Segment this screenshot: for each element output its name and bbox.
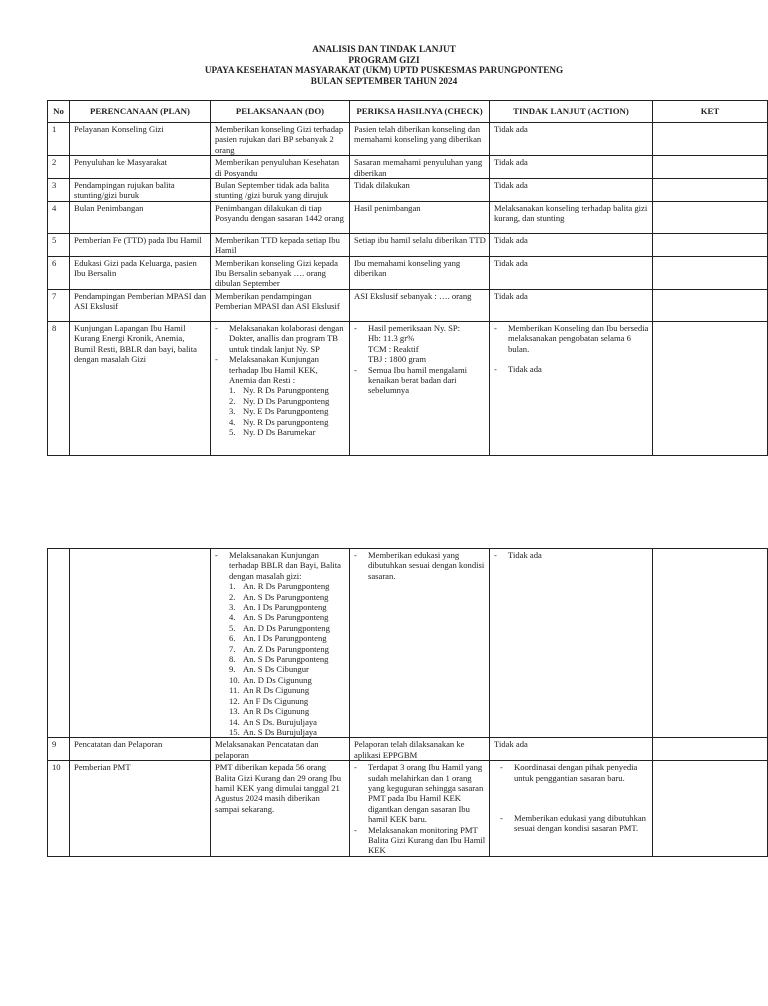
cell-do: Memberikan TTD kepada setiap Ibu Hamil: [211, 233, 350, 256]
cell-plan: Pencatatan dan Pelaporan: [70, 738, 211, 761]
do-item-text: Melaksanakan kolaborasi dengan Dokter, anallis dan program TB untuk tindak lanjut Ny. SP: [229, 322, 344, 354]
list-item: [215, 354, 346, 385]
table-row: [48, 761, 768, 857]
list-item-text: Ny. E Ds Parungponteng: [243, 406, 329, 417]
list-item: [215, 623, 346, 633]
visit-list: [215, 581, 346, 737]
cell-no: 3: [48, 179, 70, 202]
cell-no: 9: [48, 738, 70, 761]
list-item: [215, 654, 346, 664]
action-item-text: Memberikan edukasi yang dibutuhkan sesuai dengan kondisi sasaran PMT.: [514, 812, 646, 834]
list-item: [215, 385, 346, 395]
table-row: [48, 289, 768, 321]
cell-check: Pelaporan telah dilaksanakan ke aplikasi EPPGBM: [350, 738, 490, 761]
list-item: [494, 813, 649, 834]
cell-plan: Bulan Penimbangan: [70, 201, 211, 233]
table-row: [48, 201, 768, 233]
list-item: [215, 612, 346, 622]
list-item: [215, 685, 346, 695]
cell-ket: [653, 201, 768, 233]
table-row: [48, 549, 768, 738]
cell-do: [211, 549, 350, 738]
list-number: 6.: [229, 633, 236, 644]
col-header-plan: PERENCANAAN (PLAN): [70, 101, 211, 123]
check-item-text: Terdapat 3 orang Ibu Hamil yang sudah melahirkan dan 1 orang yang keguguran sehingga sasaran PMT pada Ibu Hamil KEK digantkan dengan sasaran Ibu hamil KEK baru.: [368, 762, 484, 825]
list-item: [215, 664, 346, 674]
analysis-table-continued: [47, 548, 768, 857]
list-item: [215, 427, 346, 437]
check-item-text: [368, 323, 460, 365]
col-header-check: PERIKSA HASILNYA (CHECK): [350, 101, 490, 123]
cell-action: Tidak ada: [490, 738, 653, 761]
bullet-dash: -: [494, 364, 497, 375]
list-item: [215, 644, 346, 654]
cell-plan: Pendampingan Pemberian MPASI dan ASI Ekslusif: [70, 289, 211, 321]
list-item-text: An. S Ds Parungponteng: [243, 612, 329, 623]
cell-check: [350, 549, 490, 738]
cell-ket: [653, 321, 768, 455]
cell-ket: [653, 549, 768, 738]
list-number: 14.: [229, 716, 240, 727]
bullet-dash: -: [354, 322, 357, 333]
list-item-text: Ny. R Ds Parungponteng: [243, 385, 329, 396]
header-program: PROGRAM GIZI: [348, 54, 420, 65]
list-item-text: An. I Ds Parungponteng: [243, 633, 327, 644]
cell-check: [350, 761, 490, 857]
visit-list: [215, 385, 346, 437]
list-item: [354, 323, 486, 365]
exam-result-tcm: TCM : Reaktif: [368, 343, 419, 354]
cell-action: Tidak ada: [490, 289, 653, 321]
cell-do: [211, 321, 350, 455]
cell-action: Tidak ada: [490, 179, 653, 202]
list-item-text: An. S Ds Parungponteng: [243, 591, 329, 602]
cell-do: PMT diberikan kepada 56 orang Balita Gizi Kurang dan 29 orang Ibu hamil KEK yang dimulai tanggal 21 Agustus 2024 masih diberikan sampai sekarang.: [211, 761, 350, 857]
cell-check: Sasaran memahami penyuluhan yang diberikan: [350, 156, 490, 179]
list-item: [354, 762, 486, 824]
list-number: 11.: [229, 685, 240, 696]
table-row: [48, 256, 768, 289]
cell-no: 8: [48, 321, 70, 455]
cell-do: Memberikan konseling Gizi terhadap pasien rujukan dari BP sebanyak 2 orang: [211, 123, 350, 156]
list-number: 5.: [229, 622, 236, 633]
list-item-text: An. S Ds Parungponteng: [243, 654, 329, 665]
list-item-text: An. S Ds Cibungur: [243, 664, 309, 675]
cell-ket: [653, 156, 768, 179]
bullet-dash: -: [354, 762, 357, 773]
do-item-text: Melaksanakan Kunjungan terhadap BBLR dan Bayi, Balita dengan masalah gizi:: [229, 550, 341, 581]
list-item-text: An. S Ds Burujuljaya: [243, 726, 317, 737]
do-item-text: Melaksanakan Kunjungan terhadap Ibu Hamil KEK, Anemia dan Resti :: [229, 354, 319, 385]
table-row: [48, 321, 768, 455]
cell-plan: Pendampingan rujukan balita stunting/gizi buruk: [70, 179, 211, 202]
list-item-text: An. D Ds Cigunung: [243, 674, 312, 685]
cell-plan: Penyuluhan ke Masyarakat: [70, 156, 211, 179]
col-header-do: PELAKSANAAN (DO): [211, 101, 350, 123]
list-item: [215, 602, 346, 612]
cell-no: 7: [48, 289, 70, 321]
action-item-text: Tidak ada: [508, 550, 542, 560]
exam-result-tbj: TBJ : 1800 gram: [368, 354, 427, 365]
col-header-ket: KET: [653, 101, 768, 123]
bullet-dash: -: [354, 550, 357, 560]
list-item: [215, 323, 346, 354]
list-item-text: Ny. D Ds Parungponteng: [243, 395, 330, 406]
list-number: 2.: [229, 591, 236, 602]
table-row: [48, 156, 768, 179]
list-number: 7.: [229, 643, 236, 654]
cell-check: Hasil penimbangan: [350, 201, 490, 233]
cell-ket: [653, 256, 768, 289]
list-number: 4.: [229, 416, 236, 427]
list-item: [494, 762, 649, 783]
cell-no: 10: [48, 761, 70, 857]
check-item-text: Semua Ibu hamil mengalami kenaikan berat badan dari sebelumnya: [368, 364, 468, 396]
cell-plan: Pelayanan Konseling Gizi: [70, 123, 211, 156]
list-item: [215, 396, 346, 406]
cell-no: 6: [48, 256, 70, 289]
cell-no: 2: [48, 156, 70, 179]
table-row: [48, 738, 768, 761]
cell-action: [490, 321, 653, 455]
list-item-text: An. I Ds Parungponteng: [243, 602, 327, 613]
cell-ket: [653, 179, 768, 202]
cell-check: ASI Ekslusif sebanyak : …. orang: [350, 289, 490, 321]
list-item: [215, 696, 346, 706]
list-item-text: An F Ds Cigunung: [243, 695, 309, 706]
exam-result-hb: Hb: 11.3 gr%: [368, 333, 415, 344]
list-item: [215, 581, 346, 591]
action-item-text: Tidak ada: [508, 364, 542, 375]
list-item: [215, 550, 346, 581]
list-item: [494, 550, 649, 560]
cell-ket: [653, 761, 768, 857]
list-item-text: An. R Ds Parungponteng: [243, 581, 330, 592]
action-item-text: Memberikan Konseling dan Ibu bersedia melaksanakan pengobatan selama 6 bulan.: [508, 322, 649, 354]
cell-check: Setiap ibu hamil selalu diberikan TTD: [350, 233, 490, 256]
list-item-text: An. D Ds Parungponteng: [243, 622, 330, 633]
cell-do: Bulan September tidak ada balita stunting /gizi buruk yang dirujuk: [211, 179, 350, 202]
header-institution: UPAYA KESEHATAN MASYARAKAT (UKM) UPTD PUSKESMAS PARUNGPONTENG: [204, 65, 564, 76]
list-number: 3.: [229, 602, 236, 613]
bullet-dash: -: [494, 550, 497, 560]
cell-check: Tidak dilakukan: [350, 179, 490, 202]
list-number: 5.: [229, 426, 236, 437]
table-row: [48, 233, 768, 256]
list-item: [215, 592, 346, 602]
cell-plan: Pemberian PMT: [70, 761, 211, 857]
list-number: 9.: [229, 664, 236, 675]
cell-check: Ibu memahami konseling yang diberikan: [350, 256, 490, 289]
list-number: 1.: [229, 385, 236, 396]
table-row: [48, 179, 768, 202]
list-number: 2.: [229, 395, 236, 406]
list-item: [494, 323, 649, 354]
list-item-text: An R Ds Cigunung: [243, 685, 310, 696]
check-item-text: Melaksanakan monitoring PMT Balita Gizi Kurang dan Ibu Hamil KEK: [368, 824, 486, 856]
cell-do: Melaksanakan Pencatatan dan pelaporan: [211, 738, 350, 761]
list-item: [215, 727, 346, 737]
cell-action: Melaksanakan konseling terhadap balita gizi kurang, dan stunting: [490, 201, 653, 233]
bullet-dash: -: [500, 762, 503, 773]
cell-no: 4: [48, 201, 70, 233]
action-item-text: Koordinasai dengan pihak penyedia untuk penggantian sasaran baru.: [514, 762, 638, 783]
list-item-text: An R Ds Cigunung: [243, 706, 310, 717]
cell-plan: Pemberian Fe (TTD) pada Ibu Hamil: [70, 233, 211, 256]
cell-ket: [653, 123, 768, 156]
table-header-row: [48, 101, 768, 123]
cell-plan: [70, 549, 211, 738]
bullet-dash: -: [215, 354, 218, 365]
exam-result-title: Hasil pemeriksaan Ny. SP:: [368, 322, 461, 333]
list-item-text: Ny. D Ds Barumekar: [243, 426, 316, 437]
bullet-dash: -: [354, 824, 357, 835]
bullet-dash: -: [215, 322, 218, 333]
cell-no: [48, 549, 70, 738]
header-period: BULAN SEPTEMBER TAHUN 2024: [310, 75, 458, 86]
bullet-dash: -: [500, 812, 503, 823]
document-header: [0, 44, 768, 86]
cell-do: Penimbangan dilakukan di tiap Posyandu dengan sasaran 1442 orang: [211, 201, 350, 233]
list-number: 8.: [229, 654, 236, 665]
list-item: [354, 825, 486, 856]
list-number: 13.: [229, 706, 240, 717]
cell-action: Tidak ada: [490, 156, 653, 179]
bullet-dash: -: [354, 364, 357, 375]
list-item: [354, 550, 486, 581]
cell-ket: [653, 738, 768, 761]
cell-ket: [653, 289, 768, 321]
list-item: [354, 365, 486, 396]
cell-action: [490, 549, 653, 738]
list-item: [215, 717, 346, 727]
list-number: 12.: [229, 695, 240, 706]
cell-ket: [653, 233, 768, 256]
bullet-dash: -: [494, 322, 497, 333]
cell-action: Tidak ada: [490, 123, 653, 156]
cell-do: Memberikan konseling Gizi kepada Ibu Bersalin sebanyak …. orang dibulan September: [211, 256, 350, 289]
col-header-action: TINDAK LANJUT (ACTION): [490, 101, 653, 123]
cell-action: Tidak ada: [490, 233, 653, 256]
list-number: 3.: [229, 406, 236, 417]
cell-do: Memberikan pendampingan Pemberian MPASI dan ASI Ekslusif: [211, 289, 350, 321]
col-header-no: No: [48, 101, 70, 123]
table-row: [48, 123, 768, 156]
list-item: [215, 675, 346, 685]
cell-check: [350, 321, 490, 455]
cell-action: Tidak ada: [490, 256, 653, 289]
cell-no: 1: [48, 123, 70, 156]
cell-action: [490, 761, 653, 857]
analysis-table: [47, 100, 768, 456]
list-number: 1.: [229, 581, 236, 592]
list-item: [215, 406, 346, 416]
cell-check: Pasien telah diberikan konseling dan memahami konseling yang diberikan: [350, 123, 490, 156]
bullet-dash: -: [215, 550, 218, 560]
header-title: ANALISIS DAN TINDAK LANJUT: [312, 44, 456, 54]
list-number: 10.: [229, 674, 240, 685]
cell-no: 5: [48, 233, 70, 256]
list-number: 15.: [229, 726, 240, 737]
list-item-text: Ny. R Ds parungponteng: [243, 416, 329, 427]
cell-do: Memberikan penyuluhan Kesehatan di Posyandu: [211, 156, 350, 179]
list-item: [215, 706, 346, 716]
list-number: 4.: [229, 612, 236, 623]
cell-plan: Kunjungan Lapangan Ibu Hamil Kurang Energi Kronik, Anemia, Bumil Resti, BBLR dan bayi, balita dengan masalah Gizi: [70, 321, 211, 455]
list-item: [494, 364, 649, 374]
cell-plan: Edukasi Gizi pada Keluarga, pasien Ibu Bersalin: [70, 256, 211, 289]
list-item: [215, 417, 346, 427]
check-item-text: Memberikan edukasi yang dibutuhkan sesuai dengan kondisi sasaran.: [368, 550, 485, 581]
list-item-text: An. Z Ds Parungponteng: [243, 643, 329, 654]
list-item: [215, 633, 346, 643]
list-item-text: An S Ds. Burujuljaya: [243, 716, 317, 727]
